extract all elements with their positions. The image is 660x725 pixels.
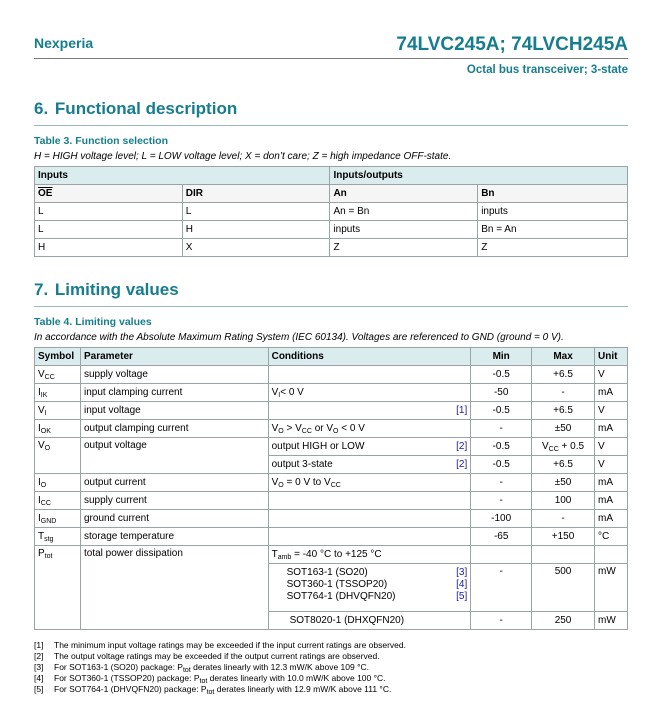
cell: supply current	[80, 492, 268, 510]
symbol-ptot: $P_{tot}$	[35, 546, 81, 630]
cell: -	[532, 384, 595, 402]
table-row	[35, 528, 628, 546]
cell: output current	[80, 474, 268, 492]
symbol-tstg: $T_{stg}$	[35, 528, 81, 546]
cell: -50	[471, 384, 532, 402]
cell: input voltage	[80, 402, 268, 420]
symbol-iok: $I_{OK}$	[35, 420, 81, 438]
cell: L	[35, 221, 183, 239]
cell: 250	[532, 612, 595, 630]
col-parameter: Parameter	[80, 348, 268, 366]
footnote-ref[interactable]: [2]	[456, 459, 468, 470]
cell: output 3-state [2]	[268, 456, 471, 474]
cell: mW	[595, 612, 628, 630]
col-an: An	[330, 185, 478, 203]
table-row	[35, 402, 628, 420]
cell: ±50	[532, 420, 595, 438]
document-title: 74LVC245A; 74LVCH245A	[396, 34, 628, 55]
table-4-note: In accordance with the Absolute Maximum Rating System (IEC 60134). Voltages are referenced to GND (ground = 0 V).	[34, 332, 564, 343]
footnotes	[34, 640, 406, 695]
package-list: SOT163-1 (SO20) [3] SOT360-1 (TSSOP20) [4] SOT764-1 (DHVQFN20) [5]	[268, 564, 471, 612]
limiting-values-table	[34, 347, 628, 630]
cell: mA	[595, 384, 628, 402]
table-row	[35, 384, 628, 402]
footnote-ref[interactable]: [5]	[456, 591, 468, 602]
col-unit: Unit	[595, 348, 628, 366]
cell: L	[35, 203, 183, 221]
table-row	[35, 510, 628, 528]
symbol-vi: $V_I$	[35, 402, 81, 420]
cell: H	[35, 239, 183, 257]
table-row	[35, 438, 628, 456]
cell: supply voltage	[80, 366, 268, 384]
cell: -0.5	[471, 456, 532, 474]
footnote: [3] For SOT163-1 (SO20) package: $P_{tot}$ derates linearly with 12.3 mW/K above 109 °C.	[34, 662, 369, 674]
cell: output clamping current	[80, 420, 268, 438]
cell: ground current	[80, 510, 268, 528]
cell: -0.5	[471, 402, 532, 420]
header-divider	[34, 58, 628, 59]
cell: mW	[595, 564, 628, 612]
cell	[268, 366, 471, 384]
table-3-caption: Table 3. Function selection	[34, 135, 168, 147]
cell: V	[595, 456, 628, 474]
cell: -	[471, 420, 532, 438]
cell: +150	[532, 528, 595, 546]
section-7-heading: 7. Limiting values	[34, 280, 179, 299]
col-dir: DIR	[182, 185, 330, 203]
cell: mA	[595, 420, 628, 438]
cell: output voltage	[80, 438, 268, 474]
footnote-ref[interactable]: [3]	[456, 567, 468, 578]
footnote-ref[interactable]: [1]	[456, 405, 468, 416]
symbol-io: $I_O$	[35, 474, 81, 492]
table-row	[35, 366, 628, 384]
col-min: Min	[471, 348, 532, 366]
symbol-ignd: $I_{GND}$	[35, 510, 81, 528]
cell: -	[471, 474, 532, 492]
cell: ±50	[532, 474, 595, 492]
cell: -	[471, 612, 532, 630]
cell: $V_O > V_{CC}$ or $V_O < 0$ V	[268, 420, 471, 438]
brand-name: Nexperia	[34, 35, 94, 51]
symbol-vo: $V_O$	[35, 438, 81, 474]
footnote: [4] For SOT360-1 (TSSOP20) package: $P_{tot}$ derates linearly with 10.0 mW/K above 100 °C.	[34, 673, 386, 685]
cell: $V_I< 0$ V	[268, 384, 471, 402]
cell: °C	[595, 528, 628, 546]
cell: +6.5	[532, 366, 595, 384]
cell: $V_O = 0$ V to $V_{CC}$	[268, 474, 471, 492]
cell: inputs	[478, 203, 628, 221]
cell: V	[595, 402, 628, 420]
table-row	[35, 474, 628, 492]
cell: input clamping current	[80, 384, 268, 402]
cell: output HIGH or LOW [2]	[268, 438, 471, 456]
table-4-caption: Table 4. Limiting values	[34, 316, 152, 328]
document-subtitle: Octal bus transceiver; 3-state	[466, 64, 628, 76]
cell: -	[532, 510, 595, 528]
col-max: Max	[532, 348, 595, 366]
cell	[268, 492, 471, 510]
table-row	[35, 239, 628, 257]
footnote-ref[interactable]: [4]	[456, 579, 468, 590]
cell: 500	[532, 564, 595, 612]
cell: V	[595, 366, 628, 384]
cell: -0.5	[471, 438, 532, 456]
col-oe: $\overline{OE}$	[35, 185, 183, 203]
footnote: [1] The minimum input voltage ratings may be exceeded if the input current ratings are observed.	[34, 640, 406, 650]
cell	[268, 510, 471, 528]
footnote: [5] For SOT764-1 (DHVQFN20) package: $P_{tot}$ derates linearly with 12.9 mW/K above 111 °C.	[34, 684, 392, 696]
cell: +6.5	[532, 402, 595, 420]
cell: Bn = An	[478, 221, 628, 239]
cell: An = Bn	[330, 203, 478, 221]
cell: inputs	[330, 221, 478, 239]
cell: $T_{amb} = -40$ °C to +125 °C	[268, 546, 471, 564]
cell: mA	[595, 474, 628, 492]
cell: 100	[532, 492, 595, 510]
section-7-rule	[34, 306, 628, 307]
function-selection-table	[34, 166, 628, 257]
cell: -0.5	[471, 366, 532, 384]
cell: $V_{CC} + 0.5$	[532, 438, 595, 456]
footnote-ref[interactable]: [2]	[456, 441, 468, 452]
table-3-note: H = HIGH voltage level; L = LOW voltage level; X = don’t care; Z = high impedance OFF-state.	[34, 151, 452, 162]
cell	[595, 546, 628, 564]
cell: total power dissipation	[80, 546, 268, 630]
table-row	[35, 203, 628, 221]
table-row	[35, 420, 628, 438]
cell: SOT8020-1 (DHXQFN20)	[268, 612, 471, 630]
cell: Z	[330, 239, 478, 257]
cell: storage temperature	[80, 528, 268, 546]
table-header-row	[35, 348, 628, 366]
group-header-inputs: Inputs	[35, 167, 330, 185]
cell: +6.5	[532, 456, 595, 474]
cell: H	[182, 221, 330, 239]
cell: X	[182, 239, 330, 257]
cell: mA	[595, 492, 628, 510]
col-conditions: Conditions	[268, 348, 471, 366]
symbol-iik: $I_{IK}$	[35, 384, 81, 402]
table-row	[35, 221, 628, 239]
symbol-vcc: $V_{CC}$	[35, 366, 81, 384]
col-bn: Bn	[478, 185, 628, 203]
cell: L	[182, 203, 330, 221]
cell	[471, 546, 532, 564]
cell	[532, 546, 595, 564]
symbol-icc: $I_{CC}$	[35, 492, 81, 510]
section-6-rule	[34, 125, 628, 126]
cell: Z	[478, 239, 628, 257]
cell: -65	[471, 528, 532, 546]
cell: -100	[471, 510, 532, 528]
table-row	[35, 546, 628, 564]
group-header-inputs-outputs: Inputs/outputs	[330, 167, 628, 185]
table-header-row	[35, 167, 628, 185]
cell	[268, 402, 471, 420]
section-6-heading: 6. Functional description	[34, 99, 238, 118]
cell: V	[595, 438, 628, 456]
cell	[268, 528, 471, 546]
cell: -	[471, 564, 532, 612]
table-column-row	[35, 185, 628, 203]
cell: mA	[595, 510, 628, 528]
col-symbol: Symbol	[35, 348, 81, 366]
footnote: [2] The output voltage ratings may be exceeded if the output current ratings are observed.	[34, 651, 380, 661]
cell: -	[471, 492, 532, 510]
table-row	[35, 492, 628, 510]
